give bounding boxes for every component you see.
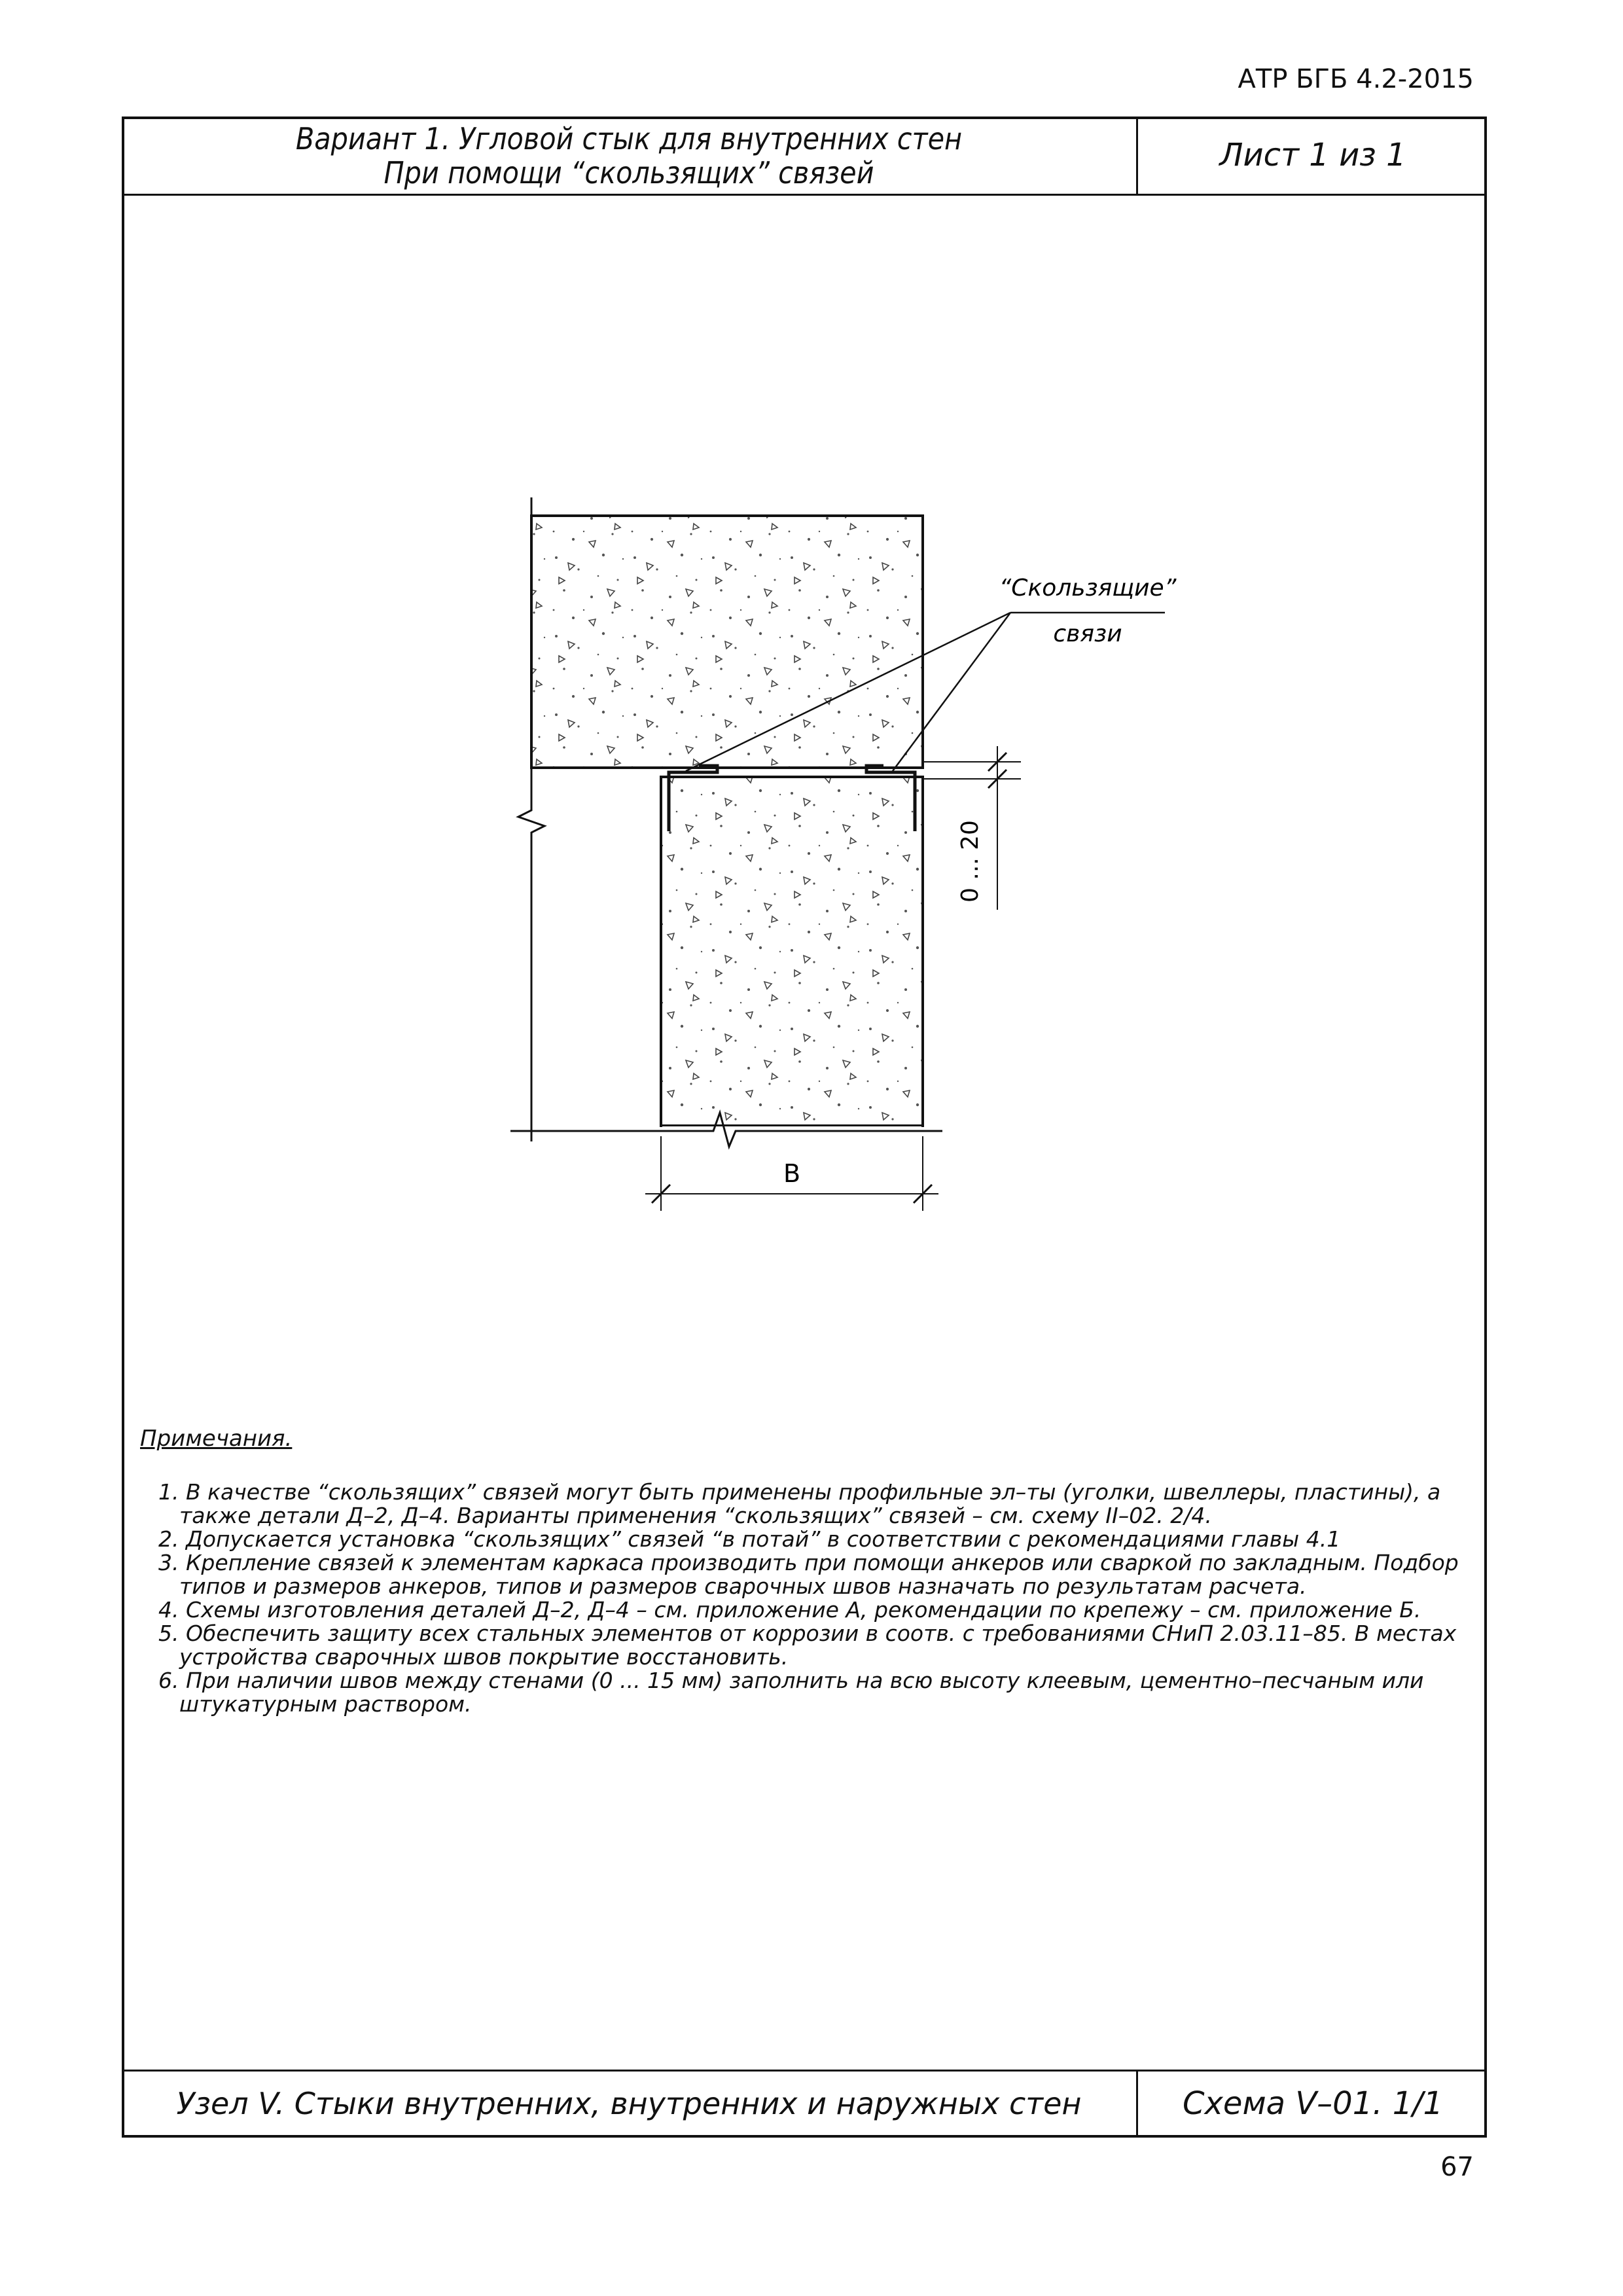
joint-drawing [122,194,1487,1411]
note-item: 2. Допускается установка “скользящих” связей “в потай” в соответствии с рекомендациями главы 4.1 [158,1526,1341,1552]
footer-title: Узел V. Стыки внутренних, внутренних и наружных стен [176,2086,1082,2121]
sheet-title [122,122,1136,190]
scheme-number: Схема V–01. 1/1 [1182,2085,1443,2122]
document-code: АТР БГБ 4.2-2015 [1238,64,1474,94]
note-item: 4. Схемы изготовления деталей Д–2, Д–4 – см. приложение А, рекомендации по крепежу – см. приложение Б. [158,1597,1421,1623]
title-line-2: При помощи “скользящих” связей [383,155,874,190]
note-item: 5. Обеспечить защиту всех стальных элементов от коррозии в соотв. с требованиями СНиП 2.03.11–85. В местах устройства сварочных швов покрытие восстановить. [158,1621,1457,1670]
title-line-1: Вариант 1. Угловой стык для внутренних стен [295,121,963,156]
notes-list [158,1480,1461,1716]
upper-wall [531,516,923,768]
gap-dimension-label: 0 ... 20 [957,820,984,903]
footer-separator [1136,2070,1138,2138]
note-item: 1. В качестве “скользящих” связей могут быть применены профильные эл–ты (уголки, швеллеры, пластины), а также детали Д–2, Д–4. Варианты применения “скользящих” связей – см. схему II–02. 2/4. [158,1479,1441,1528]
callout-label-2: связи [1053,620,1122,647]
header-separator [1136,117,1138,194]
note-item: 6. При наличии швов между стенами (0 ... 15 мм) заполнить на всю высоту клеевым, цементно–песчаным или штукатурным раствором. [158,1668,1424,1717]
sheet-number: Лист 1 из 1 [1219,137,1406,173]
width-dimension-label: В [783,1159,801,1188]
lower-wall [661,777,923,1126]
note-item: 3. Крепление связей к элементам каркаса производить при помощи анкеров или сваркой по закладным. Подбор типов и размеров анкеров, типов и размеров сварочных швов назначать по результатам расчета. [158,1550,1459,1599]
callout-label-1: “Скользящие” [999,575,1177,601]
page-number: 67 [1440,2152,1474,2182]
notes-heading: Примечания. [140,1426,293,1452]
